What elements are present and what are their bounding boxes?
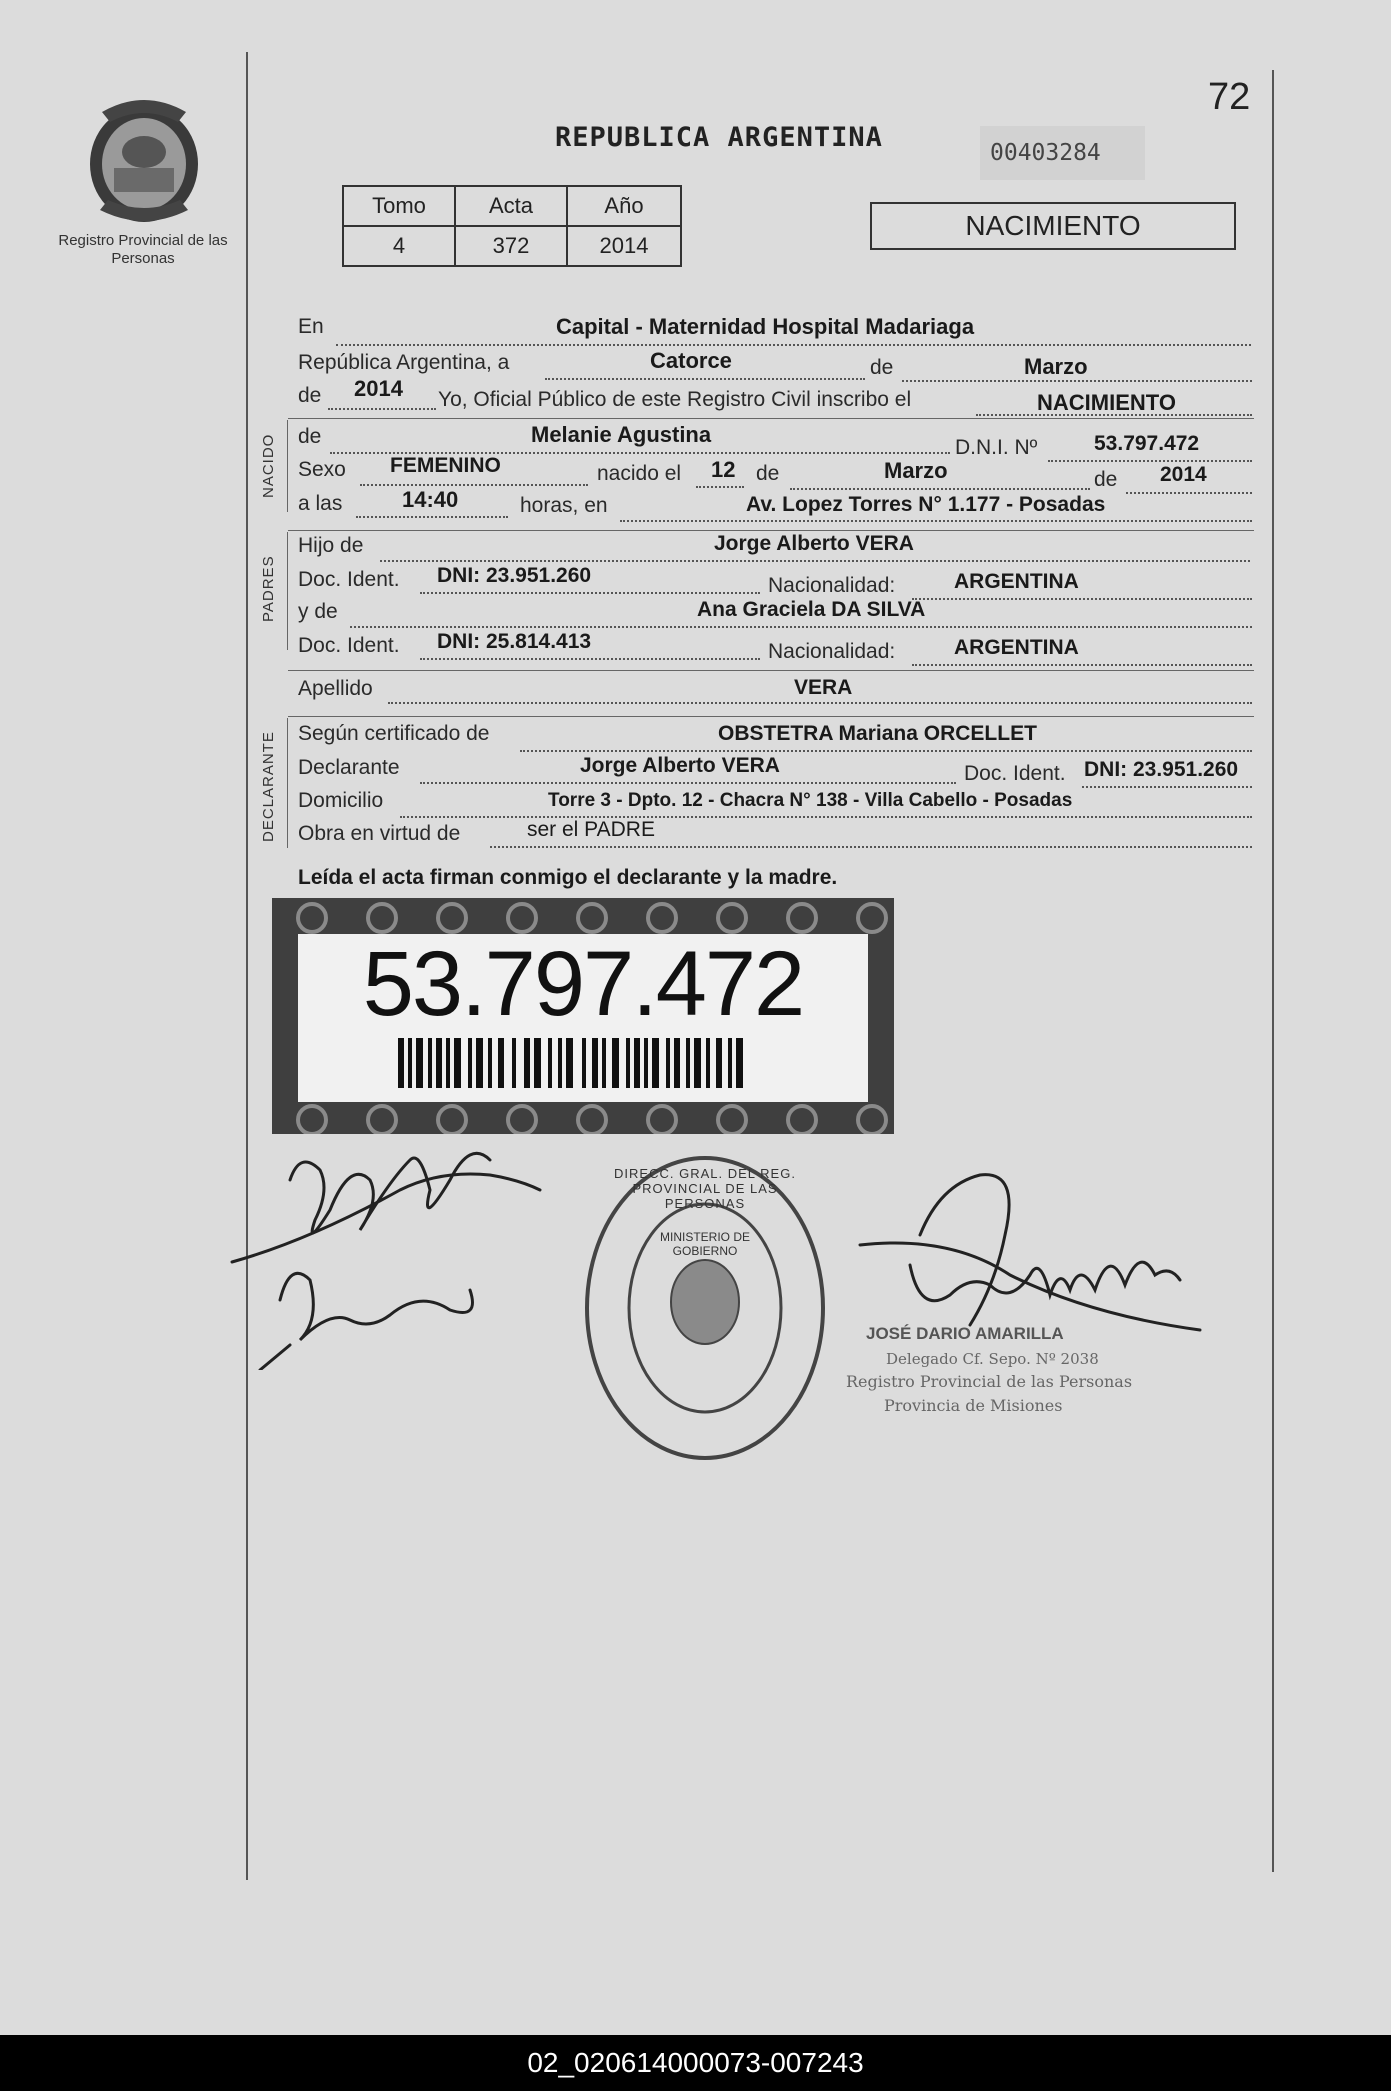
label-yo: Yo, Oficial Público de este Registro Civil inscribo el — [438, 388, 912, 411]
label-dni: D.N.I. Nº — [955, 436, 1038, 459]
tomo-header: Tomo — [343, 186, 455, 226]
dots — [1126, 492, 1252, 494]
label-republica: República Argentina, a — [298, 351, 510, 374]
dots — [1048, 460, 1252, 462]
dots — [380, 560, 1250, 562]
closing-statement: Leída el acta firman conmigo el declarante y la madre. — [298, 866, 838, 889]
dots — [388, 702, 1252, 704]
serial-number: 00403284 — [980, 126, 1145, 180]
born-sex: FEMENINO — [390, 454, 501, 477]
label-obra: Obra en virtud de — [298, 822, 461, 845]
seal-outer-text: DIRECC. GRAL. DEL REG. PROVINCIAL DE LAS PERSONAS — [614, 1166, 796, 1211]
label-de: de — [870, 356, 894, 379]
label-nacionalidad: Nacionalidad: — [768, 574, 896, 597]
label-apellido: Apellido — [298, 677, 373, 700]
label-nacionalidad: Nacionalidad: — [768, 640, 896, 663]
label-declarante: Declarante — [298, 756, 400, 779]
act-place: Capital - Maternidad Hospital Madariaga — [556, 314, 975, 339]
act-month: Marzo — [1024, 354, 1088, 379]
act-year: 2014 — [354, 376, 403, 401]
declarant-doc: DNI: 23.951.260 — [1084, 758, 1239, 781]
father-doc: DNI: 23.951.260 — [437, 564, 592, 587]
dots — [790, 488, 1090, 490]
dots — [420, 782, 956, 784]
declarant-address: Torre 3 - Dpto. 12 - Chacra N° 138 - Villa Cabello - Posadas — [548, 790, 1073, 811]
scan-footer-id: 02_020614000073-007243 — [0, 2035, 1391, 2091]
label-nacido-el: nacido el — [597, 462, 682, 485]
born-time: 14:40 — [402, 487, 459, 512]
label-hijo-de: Hijo de — [298, 534, 364, 557]
label-en: En — [298, 315, 324, 338]
mother-name: Ana Graciela DA SILVA — [697, 598, 926, 621]
dots — [545, 378, 865, 380]
document-title: REPUBLICA ARGENTINA — [555, 122, 883, 153]
born-year: 2014 — [1160, 463, 1207, 486]
dots — [520, 750, 1252, 752]
label-domicilio: Domicilio — [298, 789, 384, 812]
acta-header: Acta — [455, 186, 567, 226]
sticker-number: 53.797.472 — [362, 933, 804, 1035]
dots — [490, 846, 1252, 848]
act-day-words: Catorce — [650, 348, 732, 373]
dots — [696, 486, 744, 488]
dots — [1082, 786, 1252, 788]
dots — [420, 658, 760, 660]
surname: VERA — [794, 676, 853, 699]
separator — [288, 418, 1254, 419]
declarant-capacity: ser el PADRE — [527, 818, 655, 841]
tomo-value: 4 — [343, 226, 455, 266]
official-stamp-name: JOSÉ DARIO AMARILLA — [866, 1324, 1064, 1343]
dots — [328, 408, 436, 410]
dots — [620, 520, 1252, 522]
label-horas-en: horas, en — [520, 494, 608, 517]
father-name: Jorge Alberto VERA — [714, 532, 914, 555]
label-de: de — [298, 384, 322, 407]
section-bar — [287, 532, 288, 650]
mother-nationality: ARGENTINA — [954, 636, 1079, 659]
label-doc-ident: Doc. Ident. — [964, 762, 1066, 785]
separator — [288, 716, 1254, 717]
dots — [912, 664, 1252, 666]
registry-table — [342, 185, 682, 267]
official-signature — [810, 1165, 1210, 1345]
official-stamp-province: Provincia de Misiones — [884, 1396, 1063, 1415]
handwritten-signatures — [220, 1120, 550, 1370]
logo-caption: Registro Provincial de las Personas — [58, 232, 228, 267]
section-bar — [287, 718, 288, 848]
born-month: Marzo — [884, 458, 948, 483]
dots — [912, 598, 1252, 600]
label-a-las: a las — [298, 492, 343, 515]
anio-header: Año — [567, 186, 681, 226]
side-label-declarante: DECLARANTE — [260, 731, 277, 842]
act-registered: NACIMIENTO — [1037, 390, 1176, 415]
acta-value: 372 — [455, 226, 567, 266]
born-address: Av. Lopez Torres N° 1.177 - Posadas — [746, 493, 1106, 516]
separator — [288, 670, 1254, 671]
separator — [288, 530, 1254, 531]
label-doc-ident: Doc. Ident. — [298, 634, 400, 657]
dots — [902, 380, 1252, 382]
born-dni: 53.797.472 — [1094, 432, 1200, 455]
act-type-box: NACIMIENTO — [870, 202, 1236, 250]
official-stamp-office: Registro Provincial de las Personas — [846, 1372, 1133, 1391]
dni-number-sticker — [272, 898, 894, 1134]
certificate-issuer: OBSTETRA Mariana ORCELLET — [718, 722, 1037, 745]
right-margin-line — [1272, 70, 1274, 1872]
side-label-nacido: NACIDO — [260, 433, 277, 498]
label-de: de — [298, 425, 322, 448]
label-de: de — [1094, 468, 1118, 491]
dots — [336, 344, 1251, 346]
declarant-name: Jorge Alberto VERA — [580, 754, 780, 777]
left-margin-line — [246, 52, 248, 1880]
dots — [420, 592, 760, 594]
official-round-seal — [580, 1152, 830, 1464]
dots — [360, 484, 588, 486]
father-nationality: ARGENTINA — [954, 570, 1079, 593]
label-sexo: Sexo — [298, 458, 346, 481]
side-label-padres: PADRES — [260, 555, 277, 622]
label-segun: Según certificado de — [298, 722, 490, 745]
official-stamp-role: Delegado Cf. Sepo. Nº 2038 — [886, 1350, 1099, 1368]
seal-inner-text: MINISTERIO DE GOBIERNO — [659, 1230, 750, 1258]
anio-value: 2014 — [567, 226, 681, 266]
dots — [356, 516, 508, 518]
label-doc-ident: Doc. Ident. — [298, 568, 400, 591]
section-bar — [287, 420, 288, 512]
province-coat-of-arms-logo — [82, 92, 206, 226]
dots — [350, 626, 1252, 628]
page-number: 72 — [1208, 76, 1251, 118]
label-de: de — [756, 462, 780, 485]
born-name: Melanie Agustina — [531, 422, 712, 447]
mother-doc: DNI: 25.814.413 — [437, 630, 592, 653]
label-y-de: y de — [298, 600, 338, 623]
born-day: 12 — [711, 457, 736, 482]
